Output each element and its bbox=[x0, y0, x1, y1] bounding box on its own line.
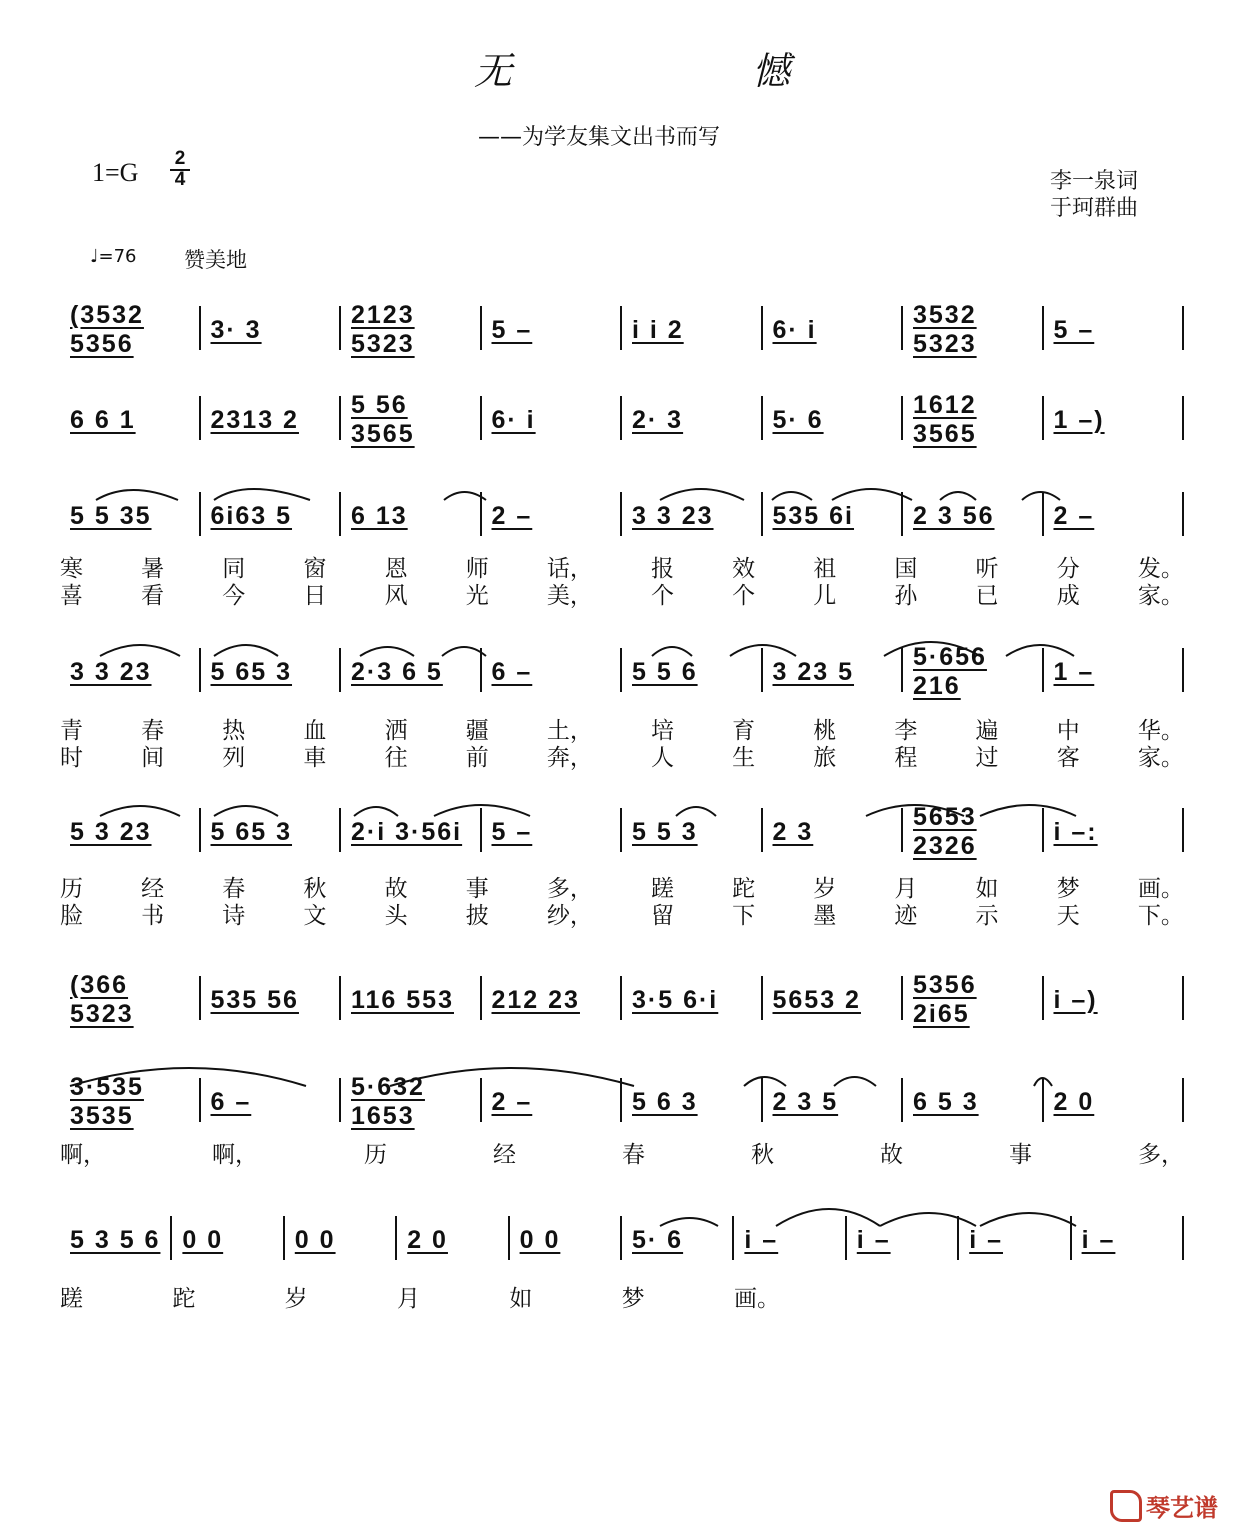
bar-line bbox=[1042, 306, 1044, 350]
measure: 5 6 3 bbox=[632, 1087, 698, 1116]
subtitle: ——为学友集文出书而写 bbox=[478, 125, 721, 150]
key-signature: 1=G bbox=[92, 158, 139, 187]
lyric-syllable: 血 bbox=[303, 718, 327, 744]
bar-line bbox=[732, 1216, 734, 1260]
measure: 3 23 5 bbox=[772, 657, 855, 686]
lyric-syllable: 事 bbox=[465, 876, 489, 902]
lyric-syllable: 文 bbox=[303, 903, 327, 929]
measure: 2 – bbox=[491, 1087, 533, 1116]
measure: i – bbox=[1081, 1225, 1116, 1254]
meter-top: 2 bbox=[170, 150, 190, 171]
score-row bbox=[60, 301, 1184, 358]
lyric-syllable: 前 bbox=[465, 745, 489, 771]
lyric-syllable: 个 bbox=[650, 583, 674, 609]
lyric-syllable: 家。 bbox=[1137, 583, 1184, 609]
lyric-syllable: 故 bbox=[880, 1142, 903, 1168]
bar-line bbox=[620, 1216, 622, 1260]
bar-line bbox=[508, 1216, 510, 1260]
measure: 6 – bbox=[210, 1087, 252, 1116]
lyric-syllable: 纱， bbox=[546, 903, 593, 929]
lyric-syllable: 儿 bbox=[813, 583, 837, 609]
lyric-syllable: 桃 bbox=[813, 718, 837, 744]
measure: 5356 2i65 bbox=[913, 971, 977, 1028]
measure: 535 6i bbox=[772, 501, 855, 530]
bar-line bbox=[339, 976, 341, 1020]
bar-line bbox=[1182, 1216, 1184, 1260]
lyric-syllable: 下。 bbox=[1137, 903, 1184, 929]
lyric-syllable: 啊， bbox=[60, 1142, 106, 1168]
lyric-syllable: 画。 bbox=[1137, 876, 1184, 902]
bar-line bbox=[761, 808, 763, 852]
measure: 5 – bbox=[491, 817, 533, 846]
lyric-syllable: 遍 bbox=[975, 718, 999, 744]
bar-line bbox=[761, 1078, 763, 1122]
measure: 2 – bbox=[491, 501, 533, 530]
bar-line bbox=[620, 648, 622, 692]
bar-line bbox=[1042, 648, 1044, 692]
lyric-syllable: 窗 bbox=[303, 556, 327, 582]
measure: 1612 3565 bbox=[913, 391, 977, 448]
meter-bottom: 4 bbox=[174, 169, 186, 190]
title-char-2: 憾 bbox=[752, 49, 791, 93]
lyric-syllable: 秋 bbox=[303, 876, 327, 902]
score-row bbox=[60, 803, 1184, 860]
lyric-syllable: 画。 bbox=[733, 1286, 780, 1312]
bar-line bbox=[620, 492, 622, 536]
time-signature bbox=[170, 150, 190, 189]
lyric-syllable: 听 bbox=[975, 556, 999, 582]
measure: 3·535 3535 bbox=[70, 1073, 144, 1130]
bar-line bbox=[1182, 808, 1184, 852]
lyric-syllable: 师 bbox=[465, 556, 489, 582]
lyric-syllable: 岁 bbox=[813, 876, 837, 902]
lyric-syllable: 迹 bbox=[894, 903, 918, 929]
lyric-syllable: 已 bbox=[975, 583, 999, 609]
lyric-syllable: 脸 bbox=[60, 903, 83, 929]
measure: 5·656 216 bbox=[913, 643, 987, 700]
measure: 1 –) bbox=[1053, 405, 1105, 434]
measure: 5 3 5 6 bbox=[70, 1225, 161, 1254]
lyric-syllable: 成 bbox=[1056, 583, 1080, 609]
bar-line bbox=[170, 1216, 172, 1260]
lyric-syllable: 喜 bbox=[60, 583, 83, 609]
lyric-syllable: 疆 bbox=[465, 718, 489, 744]
lyric-syllable: 程 bbox=[894, 745, 918, 771]
measure: 6 – bbox=[491, 657, 533, 686]
measure: 5 5 3 bbox=[632, 817, 698, 846]
bar-line bbox=[901, 976, 903, 1020]
bar-line bbox=[1182, 306, 1184, 350]
lyric-syllable: 蹉 bbox=[650, 876, 674, 902]
lyric-syllable: 下 bbox=[732, 903, 756, 929]
measure: 5653 2 bbox=[772, 985, 861, 1014]
lyric-syllable: 梦 bbox=[621, 1286, 645, 1312]
lyric-syllable: 话， bbox=[546, 556, 593, 582]
measure: 3·5 6·i bbox=[632, 985, 719, 1014]
lyric-syllable: 诗 bbox=[222, 903, 246, 929]
bar-line bbox=[199, 648, 201, 692]
bar-line bbox=[1042, 808, 1044, 852]
bar-line bbox=[199, 396, 201, 440]
measure: 2·3 6 5 bbox=[351, 657, 443, 686]
lyrics-row2-verse2 bbox=[60, 739, 1184, 772]
measure: i –: bbox=[1053, 817, 1098, 846]
measure: 5 65 3 bbox=[210, 657, 293, 686]
measure: 0 0 bbox=[519, 1225, 561, 1254]
lyric-syllable: 洒 bbox=[384, 718, 408, 744]
lyric-syllable: 寒 bbox=[60, 556, 83, 582]
bar-line bbox=[1182, 976, 1184, 1020]
measure: 3532 5323 bbox=[913, 301, 977, 358]
bar-line bbox=[480, 306, 482, 350]
measure: 0 0 bbox=[182, 1225, 224, 1254]
lyric-syllable: 故 bbox=[384, 876, 408, 902]
lyric-syllable: 示 bbox=[975, 903, 999, 929]
measure: 2 0 bbox=[1053, 1087, 1095, 1116]
bar-line bbox=[901, 306, 903, 350]
score-row bbox=[60, 971, 1184, 1028]
lyric-syllable: 育 bbox=[732, 718, 756, 744]
lyric-syllable: 光 bbox=[465, 583, 489, 609]
bar-line bbox=[199, 492, 201, 536]
lyric-syllable: 春 bbox=[141, 718, 165, 744]
lyric-syllable: 热 bbox=[222, 718, 246, 744]
bar-line bbox=[761, 976, 763, 1020]
bar-line bbox=[480, 976, 482, 1020]
lyric-syllable: 华。 bbox=[1137, 718, 1184, 744]
lyric-syllable: 经 bbox=[141, 876, 165, 902]
bar-line bbox=[761, 492, 763, 536]
measure: 212 23 bbox=[491, 985, 580, 1014]
measure: 5 3 23 bbox=[70, 817, 152, 846]
bar-line bbox=[901, 808, 903, 852]
bar-line bbox=[339, 1078, 341, 1122]
bar-line bbox=[1182, 396, 1184, 440]
bar-line bbox=[199, 808, 201, 852]
lyric-syllable: 书 bbox=[141, 903, 165, 929]
lyrics-row5 bbox=[60, 1280, 780, 1313]
lyric-syllable: 美， bbox=[546, 583, 593, 609]
lyric-syllable: 培 bbox=[650, 718, 674, 744]
lyric-syllable: 秋 bbox=[751, 1142, 774, 1168]
bar-line bbox=[480, 492, 482, 536]
bar-line bbox=[957, 1216, 959, 1260]
bar-line bbox=[1042, 1078, 1044, 1122]
lyric-syllable: 生 bbox=[732, 745, 756, 771]
lyric-syllable: 看 bbox=[141, 583, 165, 609]
lyric-syllable: 春 bbox=[222, 876, 246, 902]
measure: 5 – bbox=[1053, 315, 1095, 344]
lyric-syllable: 月 bbox=[396, 1286, 420, 1312]
bar-line bbox=[1042, 396, 1044, 440]
brand-name: 琴艺谱 bbox=[1146, 1494, 1218, 1522]
lyric-syllable: 客 bbox=[1056, 745, 1080, 771]
measure: 5 56 3565 bbox=[351, 391, 415, 448]
lyric-syllable: 梦 bbox=[1056, 876, 1080, 902]
lyric-syllable: 时 bbox=[60, 745, 83, 771]
lyric-syllable: 如 bbox=[509, 1286, 533, 1312]
lyricist: 李一泉词 bbox=[1049, 169, 1138, 194]
score-row bbox=[60, 492, 1184, 536]
measure: 2· 3 bbox=[632, 405, 684, 434]
bar-line bbox=[480, 648, 482, 692]
measure: 5 65 3 bbox=[210, 817, 293, 846]
lyric-syllable: 如 bbox=[975, 876, 999, 902]
lyric-syllable: 事 bbox=[1009, 1142, 1032, 1168]
measure: 2 3 bbox=[772, 817, 814, 846]
lyric-syllable: 国 bbox=[894, 556, 918, 582]
measure: 116 553 bbox=[351, 985, 454, 1014]
measure: (366 5323 bbox=[70, 971, 134, 1028]
lyrics-row4 bbox=[60, 1136, 1184, 1169]
lyric-syllable: 人 bbox=[650, 745, 674, 771]
measure: 6 6 1 bbox=[70, 405, 136, 434]
bar-line bbox=[1182, 648, 1184, 692]
lyric-syllable: 中 bbox=[1056, 718, 1080, 744]
bar-line bbox=[620, 1078, 622, 1122]
lyric-syllable: 李 bbox=[894, 718, 918, 744]
bar-line bbox=[901, 1078, 903, 1122]
lyric-syllable: 历 bbox=[364, 1142, 387, 1168]
measure: 2123 5323 bbox=[351, 301, 415, 358]
measure: 5· 6 bbox=[632, 1225, 684, 1254]
lyric-syllable: 春 bbox=[622, 1142, 645, 1168]
measure: i i 2 bbox=[632, 315, 684, 344]
lyric-syllable: 日 bbox=[303, 583, 327, 609]
lyric-syllable: 月 bbox=[894, 876, 918, 902]
measure: 535 56 bbox=[210, 985, 299, 1014]
bar-line bbox=[1182, 492, 1184, 536]
bar-line bbox=[620, 808, 622, 852]
bar-line bbox=[339, 808, 341, 852]
measure: i – bbox=[856, 1225, 891, 1254]
lyric-syllable: 分 bbox=[1056, 556, 1080, 582]
lyric-syllable: 天 bbox=[1056, 903, 1080, 929]
lyrics-row1-verse2 bbox=[60, 577, 1184, 610]
measure: 2 3 56 bbox=[913, 501, 995, 530]
score-row bbox=[60, 643, 1184, 700]
lyric-syllable: 青 bbox=[60, 718, 83, 744]
measure: 5 – bbox=[491, 315, 533, 344]
lyric-syllable: 墨 bbox=[813, 903, 837, 929]
measure: i –) bbox=[1053, 985, 1098, 1014]
lyric-syllable: 車 bbox=[303, 745, 327, 771]
measure: 6i63 5 bbox=[210, 501, 293, 530]
lyric-syllable: 今 bbox=[222, 583, 246, 609]
score-row bbox=[60, 391, 1184, 448]
measure: i – bbox=[744, 1225, 779, 1254]
bar-line bbox=[1182, 1078, 1184, 1122]
measure: 5 5 35 bbox=[70, 501, 152, 530]
lyric-syllable: 孙 bbox=[894, 583, 918, 609]
lyrics-row3-verse2 bbox=[60, 897, 1184, 930]
measure: 0 0 bbox=[294, 1225, 336, 1254]
lyric-syllable: 披 bbox=[465, 903, 489, 929]
bar-line bbox=[901, 648, 903, 692]
measure: 2·i 3·56i bbox=[351, 817, 463, 846]
measure: 2 3 5 bbox=[772, 1087, 839, 1116]
measure: (3532 5356 bbox=[70, 301, 144, 358]
bar-line bbox=[620, 976, 622, 1020]
measure: 1 – bbox=[1053, 657, 1095, 686]
measure: i – bbox=[969, 1225, 1003, 1254]
lyric-syllable: 列 bbox=[222, 745, 246, 771]
lyric-syllable: 祖 bbox=[813, 556, 837, 582]
lyric-syllable: 家。 bbox=[1137, 745, 1184, 771]
measure: 5 5 6 bbox=[632, 657, 698, 686]
lyric-syllable: 岁 bbox=[284, 1286, 308, 1312]
bar-line bbox=[480, 808, 482, 852]
measure: 6· i bbox=[491, 405, 536, 434]
bar-line bbox=[1042, 976, 1044, 1020]
lyric-syllable: 往 bbox=[384, 745, 408, 771]
measure: 5·632 1653 bbox=[351, 1073, 425, 1130]
lyric-syllable: 经 bbox=[493, 1142, 516, 1168]
measure: 3 3 23 bbox=[632, 501, 714, 530]
lyric-syllable: 多， bbox=[1138, 1142, 1184, 1168]
bar-line bbox=[199, 1078, 201, 1122]
measure: 6 5 3 bbox=[913, 1087, 979, 1116]
lyric-syllable: 跎 bbox=[732, 876, 756, 902]
bar-line bbox=[620, 396, 622, 440]
measure: 2 – bbox=[1053, 501, 1095, 530]
lyric-syllable: 同 bbox=[222, 556, 246, 582]
lyric-syllable: 啊， bbox=[212, 1142, 258, 1168]
lyric-syllable: 个 bbox=[732, 583, 756, 609]
bar-line bbox=[339, 396, 341, 440]
brand-logo bbox=[1110, 1488, 1218, 1523]
bar-line bbox=[339, 648, 341, 692]
composer: 于珂群曲 bbox=[1049, 196, 1138, 221]
lyric-syllable: 发。 bbox=[1137, 556, 1184, 582]
bar-line bbox=[283, 1216, 285, 1260]
lyric-syllable: 效 bbox=[732, 556, 756, 582]
lyric-syllable: 头 bbox=[384, 903, 408, 929]
measure: 5653 2326 bbox=[913, 803, 977, 860]
bar-line bbox=[339, 306, 341, 350]
bar-line bbox=[199, 306, 201, 350]
measure: 5· 6 bbox=[772, 405, 824, 434]
score-row bbox=[60, 1216, 1184, 1260]
bar-line bbox=[761, 306, 763, 350]
lyric-syllable: 过 bbox=[975, 745, 999, 771]
lyric-syllable: 留 bbox=[650, 903, 674, 929]
title-char-1: 无 bbox=[474, 49, 513, 93]
tempo-marking: ♩=76 bbox=[90, 246, 137, 267]
bar-line bbox=[1070, 1216, 1072, 1260]
lyric-syllable: 间 bbox=[141, 745, 165, 771]
lyric-syllable: 风 bbox=[384, 583, 408, 609]
bar-line bbox=[761, 396, 763, 440]
bar-line bbox=[480, 396, 482, 440]
lyric-syllable: 旅 bbox=[813, 745, 837, 771]
lyric-syllable: 奔， bbox=[546, 745, 593, 771]
bar-line bbox=[1042, 492, 1044, 536]
lyric-syllable: 历 bbox=[60, 876, 83, 902]
bar-line bbox=[199, 976, 201, 1020]
measure: 6 13 bbox=[351, 501, 408, 530]
measure: 3 3 23 bbox=[70, 657, 152, 686]
lyric-syllable: 恩 bbox=[384, 556, 408, 582]
bar-line bbox=[620, 306, 622, 350]
bar-line bbox=[845, 1216, 847, 1260]
lyric-syllable: 蹉 bbox=[60, 1286, 83, 1312]
measure: 2 0 bbox=[407, 1225, 448, 1254]
bar-line bbox=[395, 1216, 397, 1260]
measure: 3· 3 bbox=[210, 315, 262, 344]
lyric-syllable: 土， bbox=[546, 718, 593, 744]
measure: 6· i bbox=[772, 315, 817, 344]
lyric-syllable: 跎 bbox=[172, 1286, 196, 1312]
expression-marking: 赞美地 bbox=[184, 248, 247, 272]
bar-line bbox=[761, 648, 763, 692]
lyric-syllable: 报 bbox=[650, 556, 674, 582]
bar-line bbox=[480, 1078, 482, 1122]
score-row bbox=[60, 1073, 1184, 1130]
lyric-syllable: 暑 bbox=[141, 556, 165, 582]
brand-logo-icon bbox=[1110, 1490, 1142, 1522]
bar-line bbox=[901, 492, 903, 536]
bar-line bbox=[339, 492, 341, 536]
bar-line bbox=[901, 396, 903, 440]
lyric-syllable: 多， bbox=[546, 876, 593, 902]
measure: 2313 2 bbox=[210, 405, 299, 434]
